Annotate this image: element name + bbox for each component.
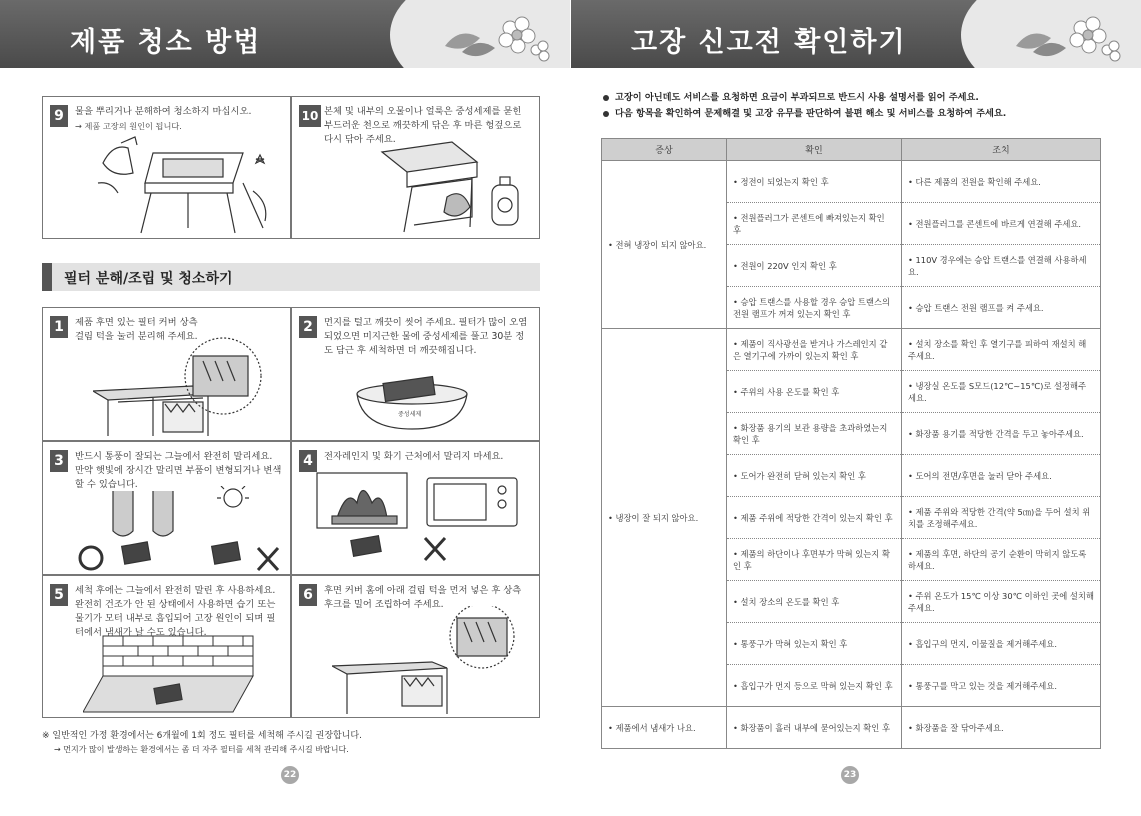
filter-step-5-card [42, 575, 291, 718]
step-number: 3 [50, 450, 68, 472]
step-text: 반드시 통풍이 잘되는 그늘에서 완전히 말리세요. 만약 햇빛에 장시간 말리면 부품이 변형되거나 변색할 수 있습니다. [75, 451, 282, 490]
action-cell: • 화장품을 잘 닦아주세요. [902, 707, 1101, 749]
step-9-card [42, 96, 291, 239]
check-cell: • 도어가 완전히 닫혀 있는지 확인 후 [727, 455, 902, 497]
check-cell: • 정전이 되었는지 확인 후 [727, 161, 902, 203]
step-text: 전자레인지 및 화기 근처에서 말리지 마세요. [324, 451, 504, 462]
section-title: 필터 분해/조립 및 청소하기 [64, 271, 233, 287]
flower-leaf-icon [440, 6, 550, 64]
action-cell: • 냉장실 온도를 S모드(12℃~15℃)로 설정해주세요. [902, 371, 1101, 413]
step-number: 1 [50, 316, 68, 338]
basin-label: 중성세제 [398, 411, 422, 418]
notice-item: 다음 항목을 확인하여 문제해결 및 고장 유무를 판단하여 불편 해소 및 서비스를 요청하여 주세요. [603, 106, 1006, 122]
filter-assembly-illustration [332, 606, 532, 716]
action-cell: • 주위 온도가 15℃ 이상 30℃ 이하인 곳에 설치해주세요. [902, 581, 1101, 623]
action-cell: • 통풍구를 막고 있는 것을 제거해주세요. [902, 665, 1101, 707]
check-cell: • 전원플러그가 콘센트에 빠져있는지 확인 후 [727, 203, 902, 245]
step-number: 6 [299, 584, 317, 606]
symptom-cell: • 냉장이 잘 되지 않아요. [602, 329, 727, 707]
check-cell: • 흡입구가 먼지 등으로 막혀 있는지 확인 후 [727, 665, 902, 707]
dry-in-shade-illustration [53, 486, 283, 575]
action-cell: • 제품 주위와 적당한 간격(약 5㎝)을 두어 설치 위치를 조정해주세요. [902, 497, 1101, 539]
section-header [42, 263, 540, 291]
step-10-card [291, 96, 540, 239]
action-cell: • 제품의 후면, 하단의 공기 순환이 막히지 않도록 하세요. [902, 539, 1101, 581]
spray-warning-illustration [93, 133, 273, 238]
filter-removal-illustration [93, 336, 263, 436]
page-number: 22 [281, 766, 299, 784]
check-cell: • 화장품이 흘러 내부에 묻어있는지 확인 후 [727, 707, 902, 749]
right-page [571, 0, 1141, 816]
note-line-1: ※ 일반적인 가정 환경에서는 6개월에 1회 정도 필터를 세척해 주시길 권장합니다. [42, 731, 362, 741]
check-cell: • 설치 장소의 온도를 확인 후 [727, 581, 902, 623]
check-cell: • 제품이 직사광선을 받거나 가스레인지 같은 열기구에 가까이 있는지 확인 후 [727, 329, 902, 371]
check-cell: • 주위의 사용 온도를 확인 후 [727, 371, 902, 413]
action-cell: • 설치 장소를 확인 후 열기구를 피하여 재설치 해주세요. [902, 329, 1101, 371]
check-cell: • 제품의 하단이나 후면부가 막혀 있는지 확인 후 [727, 539, 902, 581]
step-text: 후면 커버 홈에 아래 걸림 턱을 먼저 넣은 후 상측 후크를 밀어 조립하여 주세요. [324, 585, 522, 610]
step-text: 본체 및 내부의 오물이나 얼룩은 중성세제를 묻힌 부드러운 천으로 깨끗하게 닦은 후 마른 헝겊으로 다시 닦아 주세요. [324, 106, 522, 145]
step-number: 2 [299, 316, 317, 338]
action-cell: • 승압 트랜스 전원 램프를 켜 주세요. [902, 287, 1101, 329]
check-cell: • 승압 트랜스를 사용할 경우 승압 트랜스의 전원 램프가 꺼져 있는지 확인 후 [727, 287, 902, 329]
filter-step-3-card [42, 441, 291, 575]
table-row [602, 329, 1101, 371]
right-banner [571, 0, 1141, 68]
header-symptom: 증상 [602, 139, 727, 161]
filter-step-6-card [291, 575, 540, 718]
page-title: 제품 청소 방법 [70, 27, 262, 58]
step-subtext: → 제품 고장의 원인이 됩니다. [75, 121, 182, 131]
action-cell: • 도어의 전면/후면을 눌러 닫아 주세요. [902, 455, 1101, 497]
action-cell: • 110V 경우에는 승압 트랜스를 연결해 사용하세요. [902, 245, 1101, 287]
page-number: 23 [841, 766, 859, 784]
no-heat-drying-illustration [307, 468, 527, 573]
filter-step-4-card [291, 441, 540, 575]
header-check: 확인 [727, 139, 902, 161]
note-line-2: → 먼지가 많이 발생하는 환경에서는 좀 더 자주 필터를 세척 관리해 주시길 바랍니다. [54, 745, 349, 754]
action-cell: • 흡입구의 먼지, 이물질을 제거해주세요. [902, 623, 1101, 665]
step-number: 5 [50, 584, 68, 606]
action-cell: • 다른 제품의 전원을 확인해 주세요. [902, 161, 1101, 203]
step-number: 4 [299, 450, 317, 472]
header-action: 조치 [902, 139, 1101, 161]
check-cell: • 화장품 용기의 보관 용량을 초과하였는지 확인 후 [727, 413, 902, 455]
check-cell: • 제품 주위에 적당한 간격이 있는지 확인 후 [727, 497, 902, 539]
check-cell: • 전원이 220V 인지 확인 후 [727, 245, 902, 287]
step-number: 9 [50, 105, 68, 127]
check-cell: • 통풍구가 막혀 있는지 확인 후 [727, 623, 902, 665]
step-number: 10 [299, 105, 321, 127]
action-cell: • 화장품 용기를 적당한 간격을 두고 놓아주세요. [902, 413, 1101, 455]
troubleshooting-table [601, 138, 1101, 749]
filter-care-note [42, 729, 362, 757]
notice-list [603, 90, 1006, 122]
filter-wash-basin-illustration [352, 374, 472, 434]
step-text: 먼지를 털고 깨끗이 씻어 주세요. 필터가 많이 오염되었으면 미지근한 물에 중성세제를 풀고 30분 정도 담근 후 세척하면 더 깨끗해집니다. [324, 317, 528, 356]
wipe-cleaning-illustration [352, 137, 532, 237]
left-banner [0, 0, 570, 68]
action-cell: • 전원플러그를 콘센트에 바르게 연결해 주세요. [902, 203, 1101, 245]
flower-leaf-icon [1011, 6, 1121, 64]
symptom-cell: • 전혀 냉장이 되지 않아요. [602, 161, 727, 329]
table-row [602, 161, 1101, 203]
filter-step-2-card [291, 307, 540, 441]
notice-item: 고장이 아닌데도 서비스를 요청하면 요금이 부과되므로 반드시 사용 설명서를 읽어 주세요. [603, 90, 1006, 106]
step-text: 세척 후에는 그늘에서 완전히 말린 후 사용하세요. 완전히 건조가 안 된 상태에서 사용하면 습기 또는 물기가 모터 내부로 흡입되어 고장 원인이 되며 필터에서 냄새가 날 수도 있습니다. [75, 585, 276, 638]
step-text: 제품 후면 있는 필터 커버 상측 걸림 턱을 눌러 분리해 주세요. [75, 317, 198, 342]
symptom-cell: • 제품에서 냄새가 나요. [602, 707, 727, 749]
table-row [602, 707, 1101, 749]
page-title: 고장 신고전 확인하기 [631, 27, 907, 58]
filter-step-1-card [42, 307, 291, 441]
step-text: 물을 뿌리거나 분해하여 청소하지 마십시오. [75, 106, 252, 117]
left-page [0, 0, 570, 816]
brick-wall-drying-illustration [83, 634, 263, 714]
